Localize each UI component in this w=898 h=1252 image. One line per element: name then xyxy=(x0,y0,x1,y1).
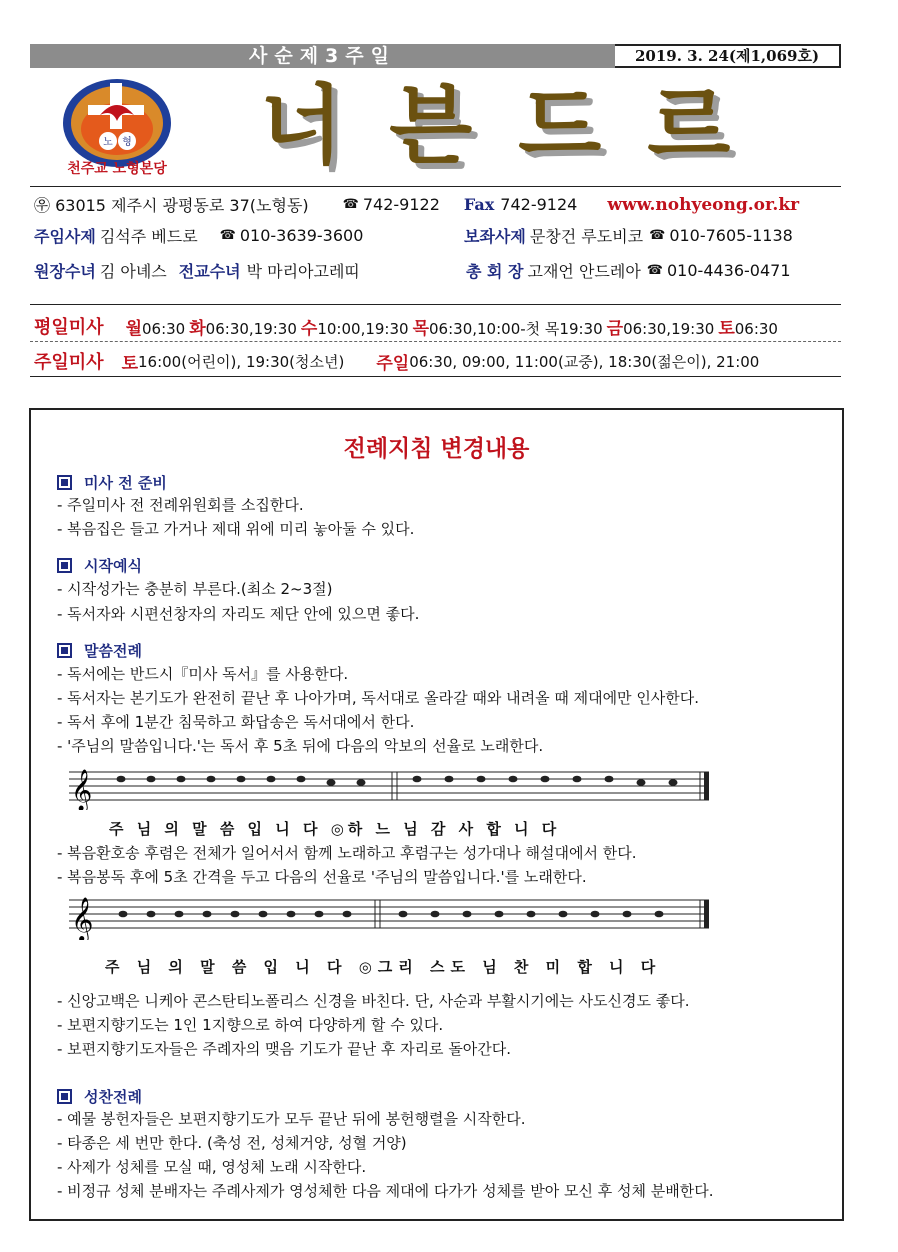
weekday-time: 06:30,10:00-첫 목19:30 xyxy=(429,319,603,338)
note-head xyxy=(147,911,156,918)
assistant-name: 문창건 루도비코 xyxy=(529,227,644,246)
text-line: - 예물 봉헌자들은 보편지향기도가 모두 끝난 뒤에 봉헌행렬을 시작한다. xyxy=(57,1110,526,1128)
text-line: - 독서에는 반드시『미사 독서』를 사용한다. xyxy=(57,665,349,683)
sunday-mass-label: 주일미사 xyxy=(34,352,104,373)
website-link[interactable]: www.nohyeong.or.kr xyxy=(607,194,800,215)
note-head xyxy=(463,911,472,918)
fax: 742-9124 xyxy=(500,195,578,214)
weekday-day: 금 xyxy=(606,318,624,339)
divider xyxy=(30,376,841,377)
sun-times: 06:30, 09:00, 11:00(교중), 18:30(젊은이), 21:00 xyxy=(409,352,760,371)
weekday-day: 월 xyxy=(125,318,142,339)
president-tel: 010-4436-0471 xyxy=(667,261,791,280)
weekday-time: 06:30,19:30 xyxy=(205,319,297,338)
chant-lyrics-1: 주 님 의 말 씀 입 니 다 ◎하 느 님 감 사 합 니 다 xyxy=(109,820,561,838)
section-heading xyxy=(57,1086,142,1107)
masthead-title: 너븐드르 xyxy=(260,76,777,176)
text-line: - 독서자는 본기도가 완전히 끝난 후 나아가며, 독서대로 올라갈 때와 내려올 때 제대에만 인사한다. xyxy=(57,689,700,707)
weekday-mass-list xyxy=(126,314,782,339)
sister1-name: 김 아녜스 xyxy=(99,262,167,281)
note-head xyxy=(287,911,296,918)
note-head xyxy=(495,911,504,918)
note-head xyxy=(203,911,212,918)
note-head xyxy=(655,911,664,918)
treble-clef-icon: 𝄞 xyxy=(71,770,93,810)
note-head xyxy=(117,776,126,783)
note-head xyxy=(175,911,184,918)
sister2-name: 박 마리아고레띠 xyxy=(246,262,360,281)
text-line: - '주님의 말씀입니다.'는 독서 후 5초 뒤에 다음의 악보의 선율로 노래한다. xyxy=(57,737,544,755)
text-line: - 주일미사 전 전례위원회를 소집한다. xyxy=(57,496,304,514)
note-head xyxy=(327,779,336,786)
section-1-title: 미사 전 준비 xyxy=(84,474,167,492)
pastor-tel: 010-3639-3600 xyxy=(239,226,364,245)
contact-row-2b xyxy=(464,224,793,247)
note-head xyxy=(527,911,536,918)
note-head xyxy=(445,776,454,783)
weekday-day: 토 xyxy=(718,318,735,339)
phone-icon: ☎ xyxy=(646,263,663,278)
weekday-time: 06:30 xyxy=(142,319,186,338)
sat-day: 토 xyxy=(121,353,138,374)
note-head xyxy=(559,911,568,918)
section-heading xyxy=(57,555,142,576)
fax-label: Fax xyxy=(463,195,495,214)
phone-icon: ☎ xyxy=(649,228,666,243)
text-line: - 타종은 세 번만 한다. (축성 전, 성체거양, 성혈 거양) xyxy=(57,1134,407,1152)
dotted-divider xyxy=(30,341,841,342)
article-title: 전례지침 변경내용 xyxy=(343,436,530,462)
text-line: - 사제가 성체를 모실 때, 영성체 노래 시작한다. xyxy=(57,1158,367,1176)
sister2-label: 전교수녀 xyxy=(178,262,241,281)
pastor-name: 김석주 베드로 xyxy=(99,227,198,246)
weekday-mass-label: 평일미사 xyxy=(34,317,104,338)
text-line: - 복음집은 들고 가거나 제대 위에 미리 놓아둘 수 있다. xyxy=(57,520,415,538)
note-head xyxy=(509,776,518,783)
contact-row-3 xyxy=(34,259,360,282)
text-line: - 복음환호송 후렴은 전체가 일어서서 함께 노래하고 후렴구는 성가대나 해설대에서 한다. xyxy=(57,844,637,862)
section-3-title: 말씀전례 xyxy=(84,642,142,660)
note-head xyxy=(431,911,440,918)
top-bar xyxy=(30,44,841,68)
sun-day: 주일 xyxy=(376,353,410,374)
assistant-tel: 010-7605-1138 xyxy=(669,226,793,245)
section-2-title: 시작예식 xyxy=(84,557,142,575)
note-head xyxy=(591,911,600,918)
note-head xyxy=(259,911,268,918)
note-head xyxy=(315,911,324,918)
president-label: 총 회 장 xyxy=(466,262,524,281)
sunday-mass-row xyxy=(34,348,759,374)
weekday-day: 수 xyxy=(300,318,318,339)
note-head xyxy=(119,911,128,918)
bullet-square-icon xyxy=(57,1089,72,1104)
note-head xyxy=(413,776,422,783)
text-line: - 독서자와 시편선창자의 자리도 제단 안에 있으면 좋다. xyxy=(57,605,420,623)
note-head xyxy=(343,911,352,918)
section-heading xyxy=(57,472,167,493)
text-line: - 보편지향기도는 1인 1지향으로 하여 다양하게 할 수 있다. xyxy=(57,1016,444,1034)
note-head xyxy=(357,779,366,786)
note-head xyxy=(623,911,632,918)
music-staff-1 xyxy=(69,768,719,810)
bullet-square-icon xyxy=(57,643,72,658)
treble-clef-icon: 𝄞 xyxy=(71,897,94,940)
contact-row-1 xyxy=(34,193,799,216)
text-line: - 신앙고백은 니케아 콘스탄티노폴리스 신경을 바친다. 단, 사순과 부활시기에는 사도신경도 좋다. xyxy=(57,992,690,1010)
sister1-label: 원장수녀 xyxy=(34,262,96,281)
logo-char-1: 노 xyxy=(103,137,113,148)
logo-caption: 천주교 노형본당 xyxy=(67,161,167,177)
divider xyxy=(30,186,841,187)
tel: 742-9122 xyxy=(362,195,440,214)
note-head xyxy=(541,776,550,783)
issue-date: 2019. 3. 24(제1,069호) xyxy=(615,44,841,68)
bullet-square-icon xyxy=(57,558,72,573)
phone-icon: ☎ xyxy=(342,197,359,212)
sat-times: 16:00(어린이), 19:30(청소년) xyxy=(138,352,345,371)
text-line: - 시작성가는 충분히 부른다.(최소 2~3절) xyxy=(57,580,333,598)
weekday-time: 06:30 xyxy=(734,319,778,338)
text-line: - 독서 후에 1분간 침묵하고 화답송은 독서대에서 한다. xyxy=(57,713,415,731)
section-heading xyxy=(57,640,142,661)
pastor-label: 주임사제 xyxy=(34,227,96,246)
president-name: 고재언 안드레아 xyxy=(527,262,641,281)
note-head xyxy=(177,776,186,783)
weekday-mass-row xyxy=(34,313,782,339)
phone-icon: ☎ xyxy=(219,228,236,243)
liturgical-week: 사순제3주일 xyxy=(30,44,615,68)
weekday-time: 10:00,19:30 xyxy=(317,319,409,338)
logo-char-2: 형 xyxy=(122,137,132,148)
note-head xyxy=(477,776,486,783)
note-head xyxy=(231,911,240,918)
note-head xyxy=(605,776,614,783)
weekday-day: 목 xyxy=(412,318,430,339)
weekday-time: 06:30,19:30 xyxy=(623,319,715,338)
text-line: - 보편지향기도자들은 주례자의 맺음 기도가 끝난 후 자리로 돌아간다. xyxy=(57,1040,512,1058)
note-head xyxy=(573,776,582,783)
note-head xyxy=(267,776,276,783)
music-staff-2 xyxy=(69,894,719,940)
text-line: - 복음봉독 후에 5초 간격을 두고 다음의 선율로 '주님의 말씀입니다.'를 노래한다. xyxy=(57,868,587,886)
note-head xyxy=(669,779,678,786)
note-head xyxy=(207,776,216,783)
contact-row-3b xyxy=(466,259,791,282)
note-head xyxy=(237,776,246,783)
assistant-label: 보좌사제 xyxy=(464,227,526,246)
address: ㉾ 63015 제주시 광평동로 37(노형동) xyxy=(34,196,309,215)
bullet-square-icon xyxy=(57,475,72,490)
note-head xyxy=(637,779,646,786)
divider xyxy=(30,304,841,305)
note-head xyxy=(147,776,156,783)
text-line: - 비정규 성체 분배자는 주례사제가 영성체한 다음 제대에 다가가 성체를 받아 모신 후 성체 분배한다. xyxy=(57,1182,714,1200)
weekday-day: 화 xyxy=(189,318,206,339)
article-box xyxy=(29,408,844,1221)
chant-lyrics-2: 주 님 의 말 씀 입 니 다 ◎그리 스도 님 찬 미 합 니 다 xyxy=(105,958,662,976)
note-head xyxy=(297,776,306,783)
section-4-title: 성찬전례 xyxy=(84,1088,142,1106)
note-head xyxy=(399,911,408,918)
contact-row-2 xyxy=(34,224,363,247)
